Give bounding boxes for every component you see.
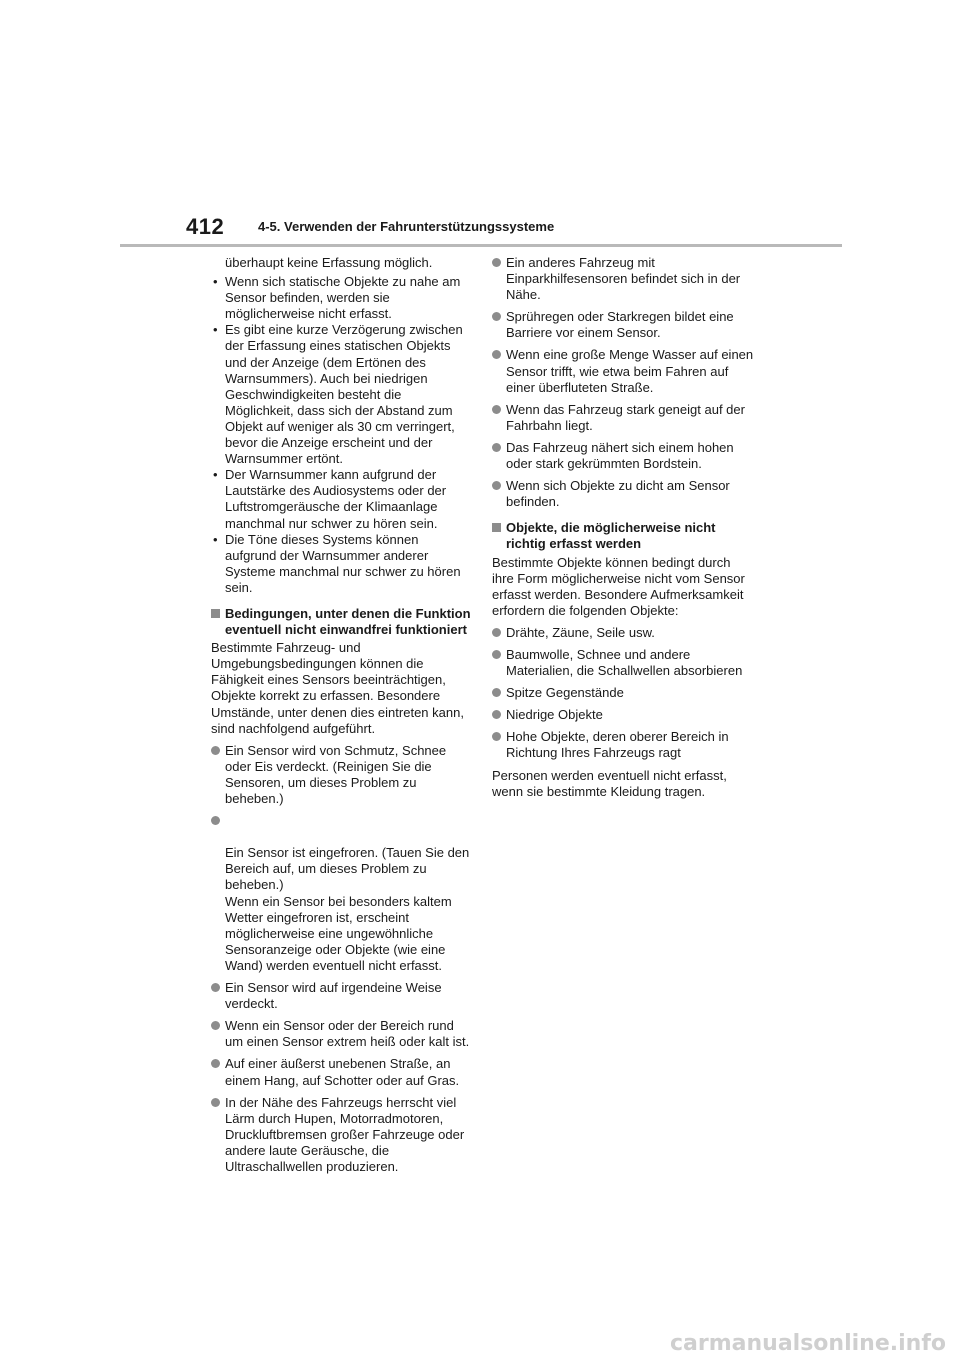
bullet-item: Ein Sensor wird von Schmutz, Schnee oder Eis verdeckt. (Reinigen Sie die Sensoren, um dieses Problem zu beheben.) <box>211 743 473 807</box>
circle-bullet-icon <box>492 650 501 659</box>
bullet-item: Wenn das Fahrzeug stark geneigt auf der Fahrbahn liegt. <box>492 402 754 434</box>
section-heading-conditions: Bedingungen, unter denen die Funktion eventuell nicht einwandfrei funktioniert <box>211 606 473 638</box>
sub-bullet-dot-icon: • <box>213 322 218 338</box>
section-title: 4-5. Verwenden der Fahrunterstützungssysteme <box>258 219 555 234</box>
bullet-item: Spitze Gegenstände <box>492 685 754 701</box>
sub-bullet-dot-icon: • <box>213 467 218 483</box>
sub-bullet-dot-icon: • <box>213 531 218 547</box>
circle-bullet-icon <box>211 1098 220 1107</box>
bullet-item: Baumwolle, Schnee und andere Materialien, die Schallwellen absorbieren <box>492 647 754 679</box>
bullet-item: Das Fahrzeug nähert sich einem hohen oder stark gekrümmten Bordstein. <box>492 440 754 472</box>
circle-bullet-icon <box>492 405 501 414</box>
intro-paragraph: Bestimmte Objekte können bedingt durch ihre Form möglicherweise nicht vom Sensor erfasst werden. Besondere Aufmerksamkeit erfordern die folgenden Objekte: <box>492 554 745 618</box>
circle-bullet-icon <box>492 312 501 321</box>
circle-bullet-icon <box>211 983 220 992</box>
bullet-item: Drähte, Zäune, Seile usw. <box>492 625 754 641</box>
circle-bullet-icon <box>492 481 501 490</box>
circle-bullet-icon <box>492 443 501 452</box>
circle-bullet-icon <box>211 1021 220 1030</box>
right-column <box>492 255 754 803</box>
bullet-item: Wenn sich Objekte zu dicht am Sensor befinden. <box>492 478 754 510</box>
circle-bullet-icon <box>492 628 501 637</box>
closing-paragraph: Personen werden eventuell nicht erfasst, wenn sie bestimmte Kleidung tragen. <box>492 767 727 799</box>
bullet-item: Wenn ein Sensor oder der Bereich rund um einen Sensor extrem heiß oder kalt ist. <box>211 1018 473 1050</box>
square-marker-icon <box>492 523 501 532</box>
bullet-item: Ein anderes Fahrzeug mit Einparkhilfesensoren befindet sich in der Nähe. <box>492 255 754 303</box>
bullet-item: Sprühregen oder Starkregen bildet eine Barriere vor einem Sensor. <box>492 309 754 341</box>
circle-bullet-icon <box>492 688 501 697</box>
section-heading-objects: Objekte, die möglicherweise nicht richtig erfasst werden <box>492 520 754 552</box>
header-divider <box>120 244 842 247</box>
circle-bullet-icon <box>492 258 501 267</box>
bullet-item: Ein Sensor wird auf irgendeine Weise verdeckt. <box>211 980 473 1012</box>
sub-bullet-item: • Wenn sich statische Objekte zu nahe am Sensor befinden, werden sie möglicherweise nicht erfasst. <box>213 274 461 322</box>
bullet-item: Auf einer äußerst unebenen Straße, an einem Hang, auf Schotter oder auf Gras. <box>211 1056 473 1088</box>
bullet-item: Wenn eine große Menge Wasser auf einen Sensor trifft, wie etwa beim Fahren auf einer überfluteten Straße. <box>492 347 754 395</box>
sub-bullet-item: • Die Töne dieses Systems können aufgrund der Warnsummer anderer Systeme manchmal nur schwer zu hören sein. <box>213 531 461 595</box>
circle-bullet-icon <box>211 816 220 825</box>
continuation-text: überhaupt keine Erfassung möglich. <box>225 255 433 270</box>
watermark-logo: carmanualsonline.info <box>670 1331 946 1356</box>
circle-bullet-icon <box>211 746 220 755</box>
sub-bullet-dot-icon: • <box>213 274 218 290</box>
circle-bullet-icon <box>492 350 501 359</box>
bullet-item: Hohe Objekte, deren oberer Bereich in Richtung Ihres Fahrzeugs ragt <box>492 729 754 761</box>
square-marker-icon <box>211 609 220 618</box>
circle-bullet-icon <box>492 732 501 741</box>
left-column <box>211 255 473 1181</box>
circle-bullet-icon <box>211 1059 220 1068</box>
page-header <box>0 0 960 250</box>
circle-bullet-icon <box>492 710 501 719</box>
bullet-item: Ein Sensor ist eingefroren. (Tauen Sie den Bereich auf, um dieses Problem zu beheben.) Wenn ein Sensor bei besonders kaltem Wetter eingefroren ist, erscheint möglicherweise eine ungewöhnliche Sensoranzeige oder Objekte (wie eine Wand) werden eventuell nicht erfasst. <box>211 813 473 974</box>
sub-bullet-item: • Der Warnsummer kann aufgrund der Lautstärke des Audiosystems oder der Luftstromgeräusche der Klimaanlage manchmal nur schwer zu hören sein. <box>213 467 447 531</box>
bullet-item: Niedrige Objekte <box>492 707 754 723</box>
sub-bullet-item: • Es gibt eine kurze Verzögerung zwischen der Erfassung eines statischen Objekts und der Anzeige (dem Ertönen des Warnsummers). Auch bei niedrigen Geschwindigkeiten besteht die Möglichkeit, dass sich der Abstand zum Objekt auf weniger als 30 cm verringert, bevor die Anzeige erscheint und der Warnsummer ertönt. <box>213 322 463 467</box>
bullet-item: In der Nähe des Fahrzeugs herrscht viel Lärm durch Hupen, Motorradmotoren, Druckluftbremsen großer Fahrzeuge oder andere laute Geräusche, die Ultraschallwellen produzieren. <box>211 1095 473 1175</box>
page-number: 412 <box>186 214 225 239</box>
intro-paragraph: Bestimmte Fahrzeug- und Umgebungsbedingungen können die Fähigkeit eines Sensors beeinträchtigen, Objekte korrekt zu erfassen. Besondere Umstände, unter denen dies eintreten kann, sind nachfolgend aufgeführt. <box>211 640 464 736</box>
